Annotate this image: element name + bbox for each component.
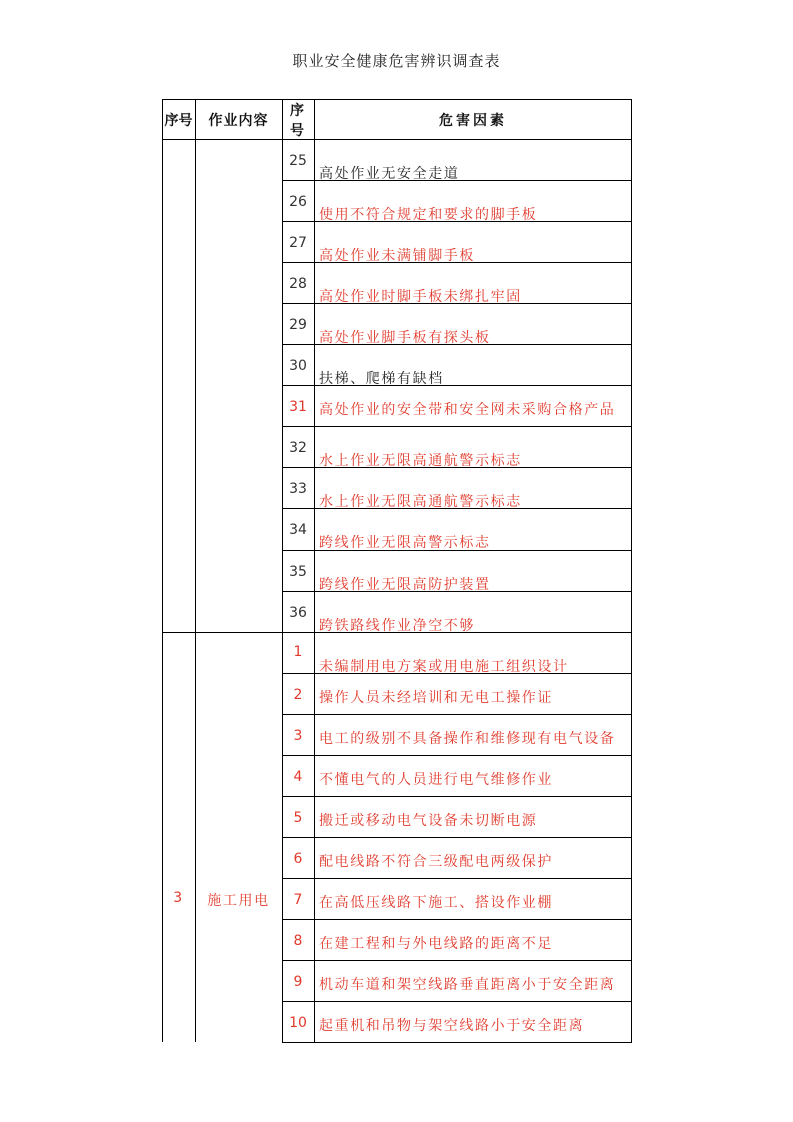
row-number: 1 bbox=[293, 643, 303, 660]
row-border bbox=[282, 1001, 632, 1002]
hazard-factor-text: 在建工程和与外电线路的距离不足 bbox=[319, 935, 553, 952]
hazard-factor-text: 机动车道和架空线路垂直距离小于安全距离 bbox=[319, 977, 616, 993]
hazard-factor-text: 高处作业的安全带和安全网未采购合格产品 bbox=[319, 402, 616, 419]
row-number: 28 bbox=[289, 276, 307, 293]
hazard-factor-text: 搬迁或移动电气设备未切断电源 bbox=[319, 812, 538, 829]
hazard-factor-text: 高处作业时脚手板未绑扎牢固 bbox=[319, 289, 522, 306]
hazard-factor-text: 水上作业无限高通航警示标志 bbox=[319, 453, 522, 470]
row-border bbox=[282, 1042, 632, 1043]
row-number: 25 bbox=[289, 153, 307, 169]
header-factor: 危害因素 bbox=[439, 113, 507, 129]
col-border-left bbox=[162, 99, 163, 1042]
document-title: 职业安全健康危害辨识调查表 bbox=[292, 52, 501, 70]
hazard-factor-text: 跨铁路线作业净空不够 bbox=[319, 617, 475, 634]
hazard-factor-text: 在高低压线路下施工、搭设作业棚 bbox=[319, 894, 553, 911]
hazard-factor-text: 水上作业无限高通航警示标志 bbox=[319, 494, 522, 511]
col-border-right bbox=[631, 99, 632, 1042]
row-number: 32 bbox=[289, 440, 307, 457]
col-border-seq bbox=[195, 99, 196, 1042]
header-sub-seq-bottom: 号 bbox=[290, 123, 306, 139]
row-number: 30 bbox=[289, 358, 307, 375]
group-border bbox=[162, 632, 282, 633]
hazard-factor-text: 不懂电气的人员进行电气维修作业 bbox=[319, 771, 553, 788]
row-number: 2 bbox=[293, 686, 303, 703]
row-border bbox=[282, 426, 632, 427]
row-border bbox=[282, 919, 632, 920]
row-border bbox=[282, 796, 632, 797]
header-sub-seq-top: 序 bbox=[290, 103, 306, 119]
hazard-factor-text: 起重机和吊物与架空线路小于安全距离 bbox=[319, 1018, 585, 1035]
row-number: 3 bbox=[293, 727, 303, 744]
row-number: 4 bbox=[293, 768, 303, 785]
row-number: 10 bbox=[289, 1015, 307, 1032]
hazard-factor-text: 配电线路不符合三级配电两级保护 bbox=[319, 853, 553, 870]
row-number: 29 bbox=[289, 317, 307, 334]
hazard-factor-text: 高处作业无安全走道 bbox=[319, 166, 460, 182]
row-number: 27 bbox=[289, 235, 307, 252]
hazard-factor-text: 电工的级别不具备操作和维修现有电气设备 bbox=[319, 730, 616, 747]
row-border bbox=[282, 755, 632, 756]
hazard-factor-text: 高处作业脚手板有探头板 bbox=[319, 330, 491, 347]
table-top-border bbox=[162, 99, 632, 100]
row-border bbox=[282, 714, 632, 715]
hazard-factor-text: 扶梯、爬梯有缺档 bbox=[319, 371, 444, 388]
hazard-factor-text: 操作人员未经培训和无电工操作证 bbox=[319, 689, 553, 706]
row-number: 34 bbox=[289, 522, 307, 539]
header-seq: 序号 bbox=[164, 113, 193, 129]
row-border bbox=[282, 960, 632, 961]
header-bottom-border bbox=[162, 139, 632, 140]
row-number: 7 bbox=[293, 891, 303, 908]
row-number: 9 bbox=[293, 974, 303, 990]
hazard-factor-text: 未编制用电方案或用电施工组织设计 bbox=[319, 658, 569, 675]
col-border-subseq bbox=[314, 99, 315, 1042]
hazard-factor-text: 高处作业未满铺脚手板 bbox=[319, 248, 475, 265]
row-number: 31 bbox=[289, 399, 307, 416]
group-content: 施工用电 bbox=[207, 893, 270, 909]
row-number: 26 bbox=[289, 194, 307, 211]
row-number: 8 bbox=[293, 932, 303, 949]
row-number: 5 bbox=[293, 809, 303, 826]
group-seq: 3 bbox=[173, 890, 184, 906]
hazard-factor-text: 跨线作业无限高警示标志 bbox=[319, 535, 491, 552]
row-number: 35 bbox=[289, 563, 307, 580]
row-border bbox=[282, 878, 632, 879]
row-number: 36 bbox=[289, 604, 307, 621]
hazard-factor-text: 使用不符合规定和要求的脚手板 bbox=[319, 207, 538, 224]
row-border bbox=[282, 837, 632, 838]
hazard-factor-text: 跨线作业无限高防护装置 bbox=[319, 576, 491, 593]
row-number: 6 bbox=[293, 850, 303, 867]
row-number: 33 bbox=[289, 481, 307, 498]
header-content: 作业内容 bbox=[208, 113, 269, 129]
